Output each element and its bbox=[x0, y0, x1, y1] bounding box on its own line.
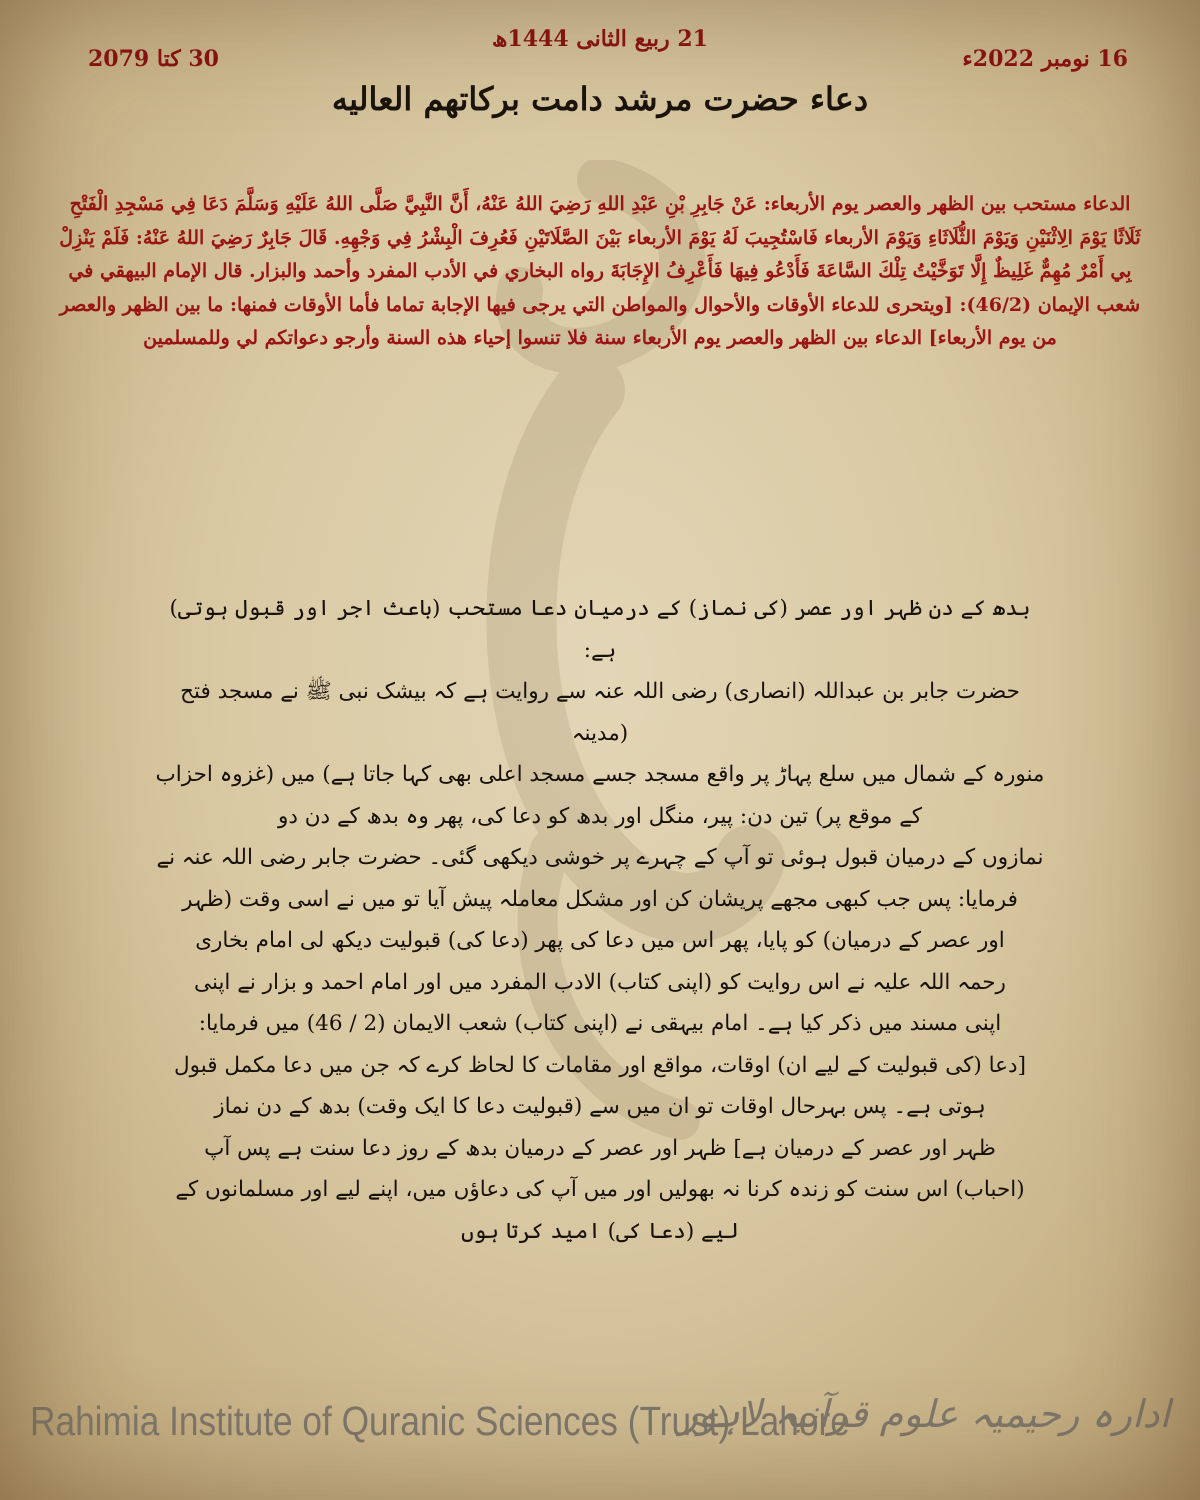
gregorian-date: 16 نومبر 2022ء bbox=[962, 46, 1128, 72]
arabic-hadith-text: الدعاء مستحب بين الظهر والعصر يوم الأربعاء: عَنْ جَابِرِ بْنِ عَبْدِ اللهِ رَضِيَ اللهُ عَنْهُ، أَنَّ النَّبِيَّ صَلَّى اللهُ عَلَيْهِ وَسَلَّمَ دَعَا فِي مَسْجِدِ الْفَتْحِ ثَلَاثًا يَوْمَ الِاثْنَيْنِ وَيَوْمَ الثُّلَاثَاءِ وَيَوْمَ الأربعاء فَاسْتُجِيبَ لَهُ يَوْمَ الأربعاء بَيْنَ الصَّلَاتَيْنِ فَعُرِفَ الْبِشْرُ فِي وَجْهِهِ. قَالَ جَابِرٌ رَضِيَ اللهُ عَنْهُ: فَلَمْ يَنْزِلْ بِي أَمْرٌ مُهِمٌّ غَلِيظٌ إِلَّا تَوَخَّيْتُ تِلْكَ السَّاعَةَ فَأَدْعُو فِيهَا فَأَعْرِفُ الإِجَابَةَ رواه البخاري في الأدب المفرد وأحمد والبزار. قال الإمام البيهقي في شعب الإيمان (46/2): [ويتحرى للدعاء الأوقات والأحوال والمواطن التي يرجى فيها الإجابة تماما فأما الأوقات فمنها: ما بين الظهر والعصر من يوم الأربعاء] الدعاء بين الظهر والعصر يوم الأربعاء سنة فلا تنسوا إحياء هذه السنة وأرجو دعواتكم لي وللمسلمين bbox=[59, 193, 1141, 349]
urdu-line: لیے (دعا کی) امید کرتا ہوں bbox=[461, 1218, 739, 1244]
urdu-line: منورہ کے شمال میں سلع پہاڑ پر واقع مسجد جسے مسجد اعلی بھی کہا جاتا ہے) میں (غزوہ احزاب bbox=[155, 762, 1045, 787]
urdu-line: فرمایا: پس جب کبھی مجھے پریشان کن اور مشکل معاملہ پیش آیا تو میں نے اسی وقت (ظہر bbox=[182, 886, 1018, 912]
urdu-line: [دعا (کی قبولیت کے لیے ان) اوقات، مواقع اور مقامات کا لحاظ کرے کہ جن میں دعا مکمل قبول bbox=[174, 1052, 1026, 1078]
urdu-line: ہوتی ہے۔ پس بہرحال اوقات تو ان میں سے (قبولیت دعا کا ایک وقت) بدھ کے دن نماز bbox=[214, 1094, 986, 1119]
institute-name-english: Rahimia Institute of Quranic Sciences (Trust) Lahore bbox=[30, 1398, 850, 1444]
urdu-line: کے موقع پر) تین دن: پیر، منگل اور بدھ کو دعا کی، پھر وہ بدھ کے دن دو bbox=[277, 803, 923, 829]
page-title: دعاء حضرت مرشد دامت برکاتهم العالیه bbox=[331, 80, 869, 118]
urdu-line: اپنی مسند میں ذکر کیا ہے۔ امام بیہقی نے (اپنی کتاب) شعب الایمان (2 / 46) میں فرمایا: bbox=[198, 1011, 1002, 1036]
urdu-line: ظہر اور عصر کے درمیان ہے] ظہر اور عصر کے درمیان بدھ کے روز دعا سنت ہے پس آپ bbox=[204, 1135, 996, 1161]
urdu-line: (احباب) اس سنت کو زندہ کرنا نہ بھولیں اور میں آپ کی دعاؤں میں، اپنے لیے اور مسلمانوں کے bbox=[175, 1177, 1025, 1202]
urdu-line: حضرت جابر بن عبداللہ (انصاری) رضی اللہ عنہ سے روایت ہے کہ بیشک نبی ﷺ نے مسجد فتح (مدینہ bbox=[180, 679, 1020, 746]
urdu-line: اور عصر کے درمیان) کو پایا، پھر اس میں دعا کی پھر (دعا کی) قبولیت دیکھ لی امام بخاری bbox=[195, 928, 1005, 953]
urdu-translation bbox=[150, 588, 1050, 1303]
urdu-line: بدھ کے دن ظہر اور عصر (کی نماز) کے درمیان دعا مستحب (باعث اجر اور قبول ہوتی) ہے: bbox=[169, 596, 1031, 663]
institute-name-urdu-calligraphy: ادارہ رحیمیہ علوم قرآنیہ لاہور bbox=[679, 1392, 1170, 1436]
bikrami-date: 30 کتا 2079 bbox=[88, 46, 219, 72]
urdu-line: رحمہ اللہ علیہ نے اس روایت کو (اپنی کتاب) الادب المفرد میں اور امام احمد و بزار نے اپنی bbox=[194, 969, 1006, 995]
urdu-line: نمازوں کے درمیان قبول ہوئی تو آپ کے چہرے پر خوشی دیکھی گئی۔ حضرت جابر رضی اللہ عنہ نے bbox=[156, 845, 1044, 870]
hijri-date: 21 ربیع الثانی 1444ھ bbox=[492, 26, 708, 52]
